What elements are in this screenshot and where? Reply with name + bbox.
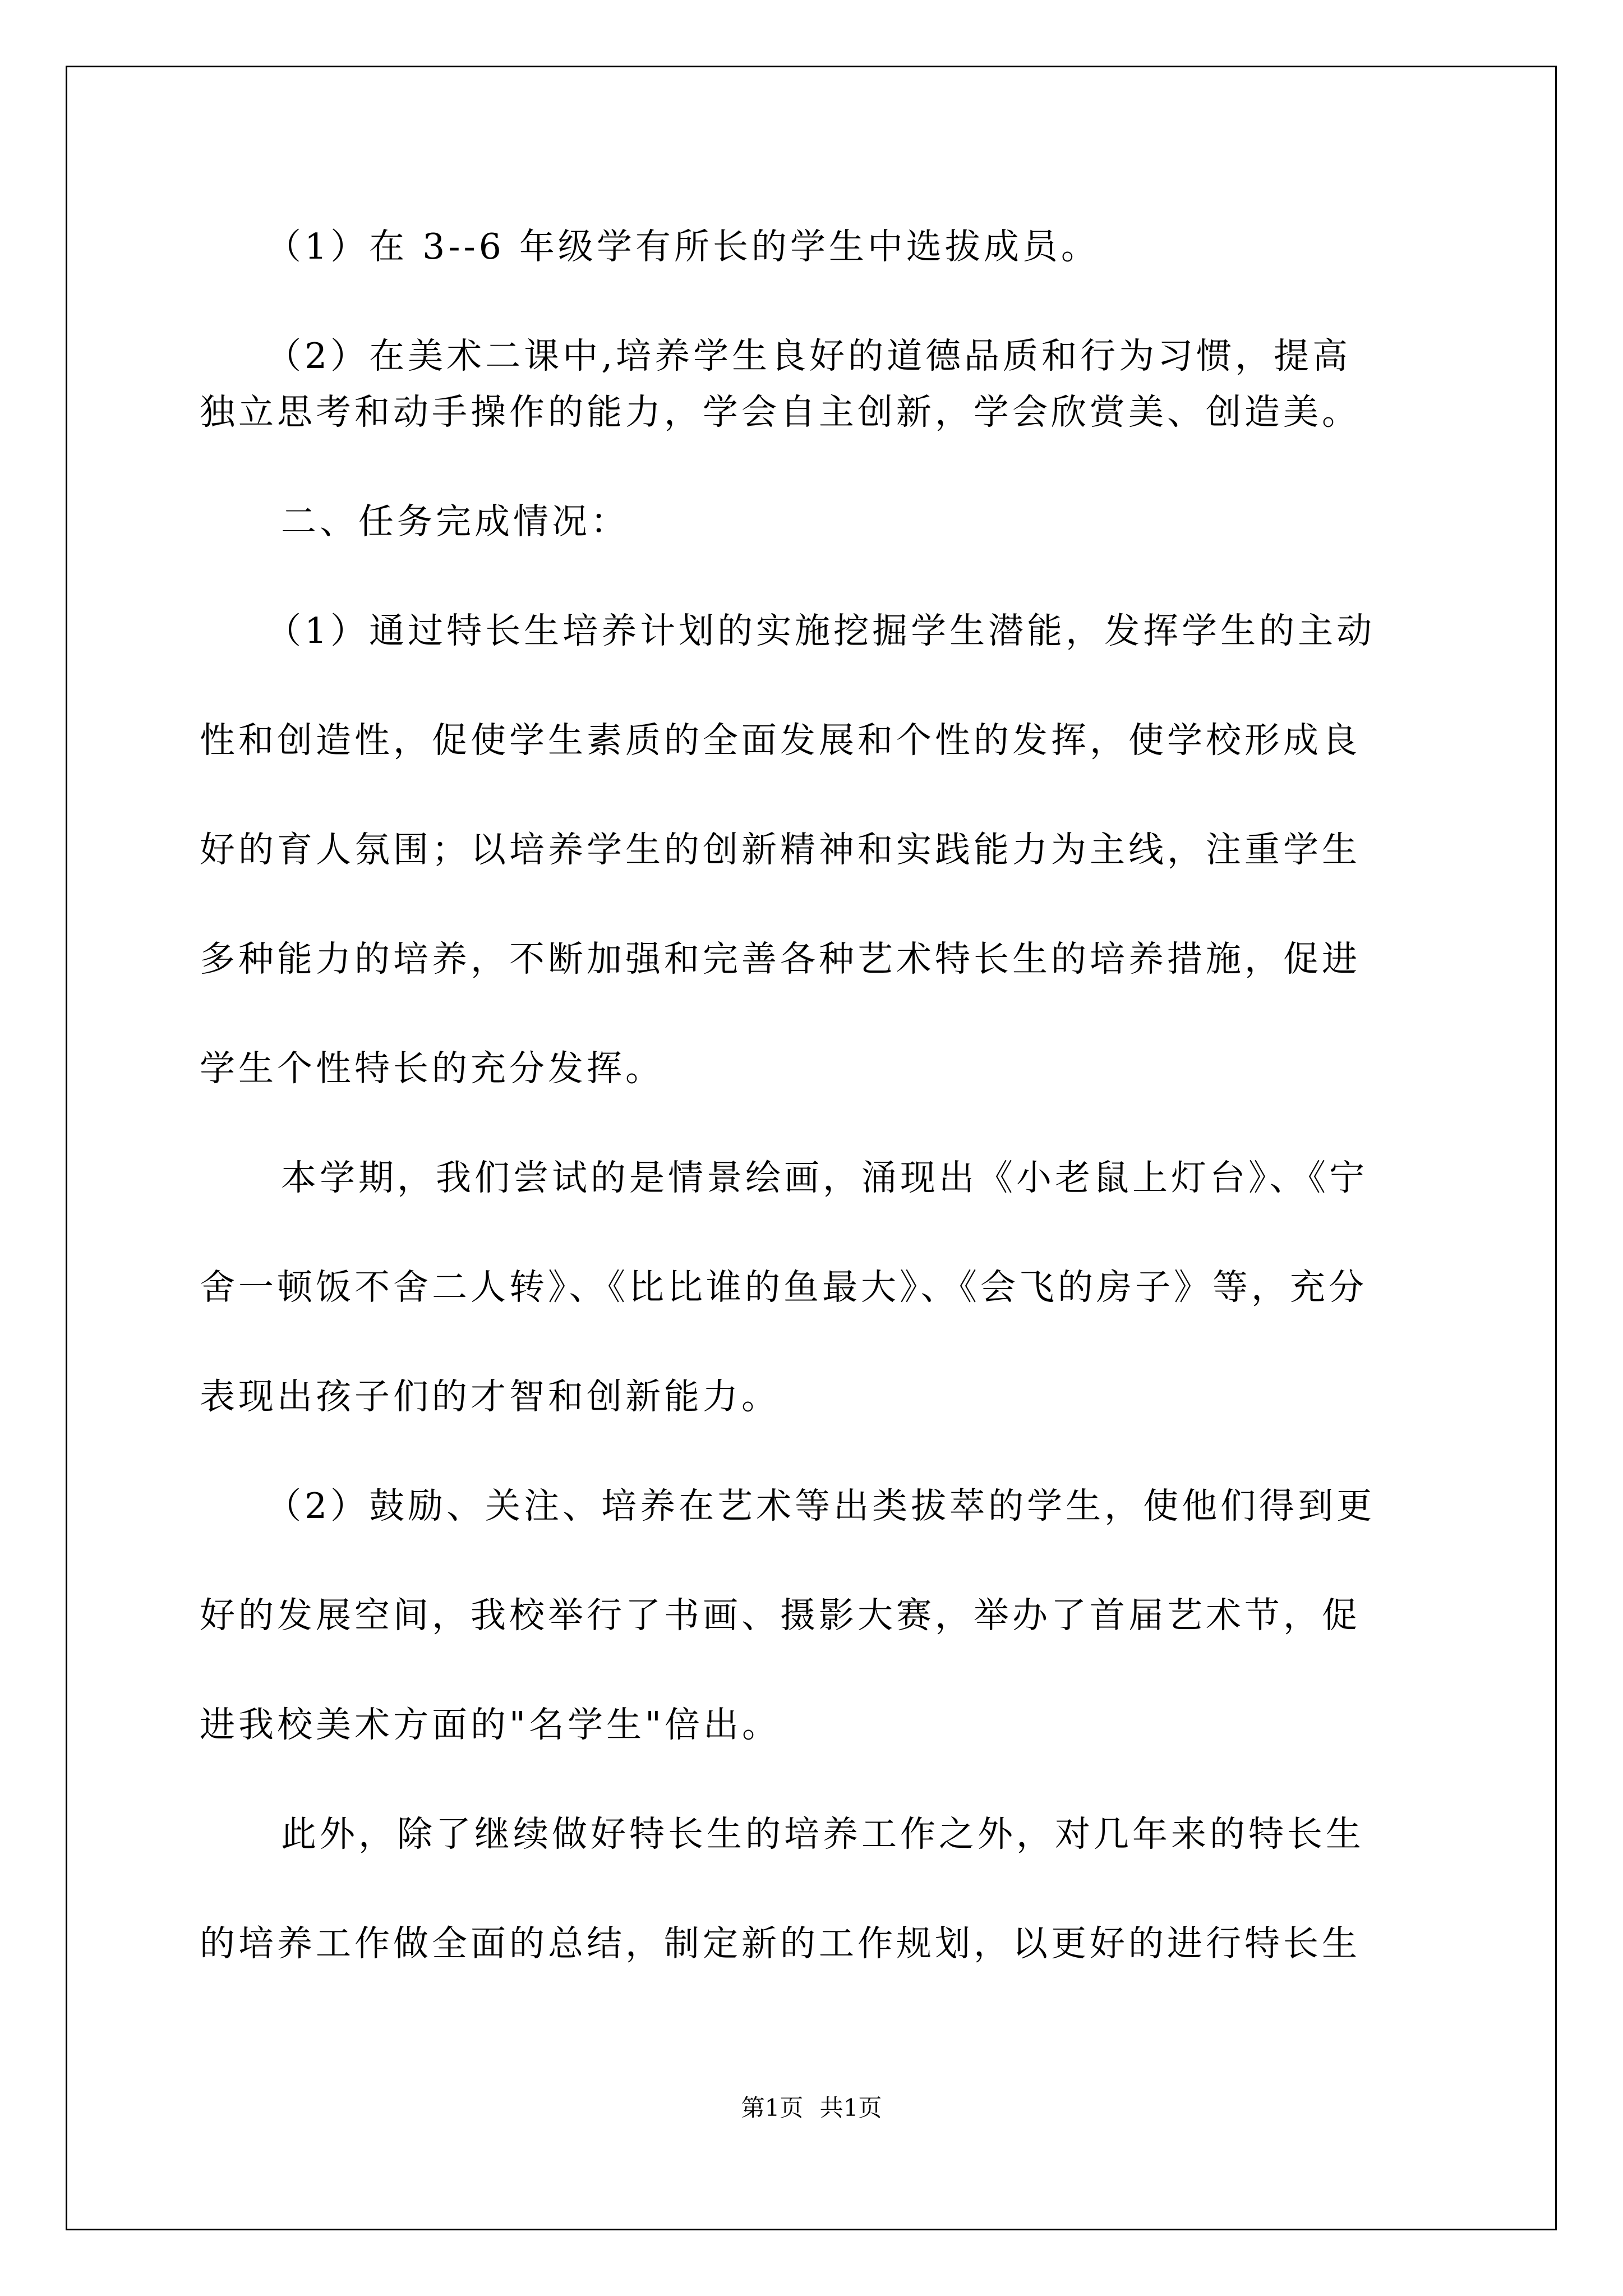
paragraph	[200, 1806, 1425, 1972]
text-line: 好的育人氛围；以培养学生的创新精神和实践能力为主线，注重学生	[200, 829, 1361, 870]
paragraph	[200, 219, 1425, 275]
text-line: 此外，除了继续做好特长生的培养工作之外，对几年来的特长生	[281, 1814, 1364, 1855]
text-line: 的培养工作做全面的总结，制定新的工作规划，以更好的进行特长生	[200, 1923, 1361, 1964]
page-number-total: 共1页	[819, 2094, 882, 2122]
page-number-current: 第1页	[741, 2094, 804, 2122]
text-line: 表现出孩子们的才智和创新能力。	[200, 1376, 780, 1417]
paragraph	[200, 1478, 1425, 1753]
document-body	[200, 219, 1425, 1972]
text-line: （2）鼓励、关注、培养在艺术等出类拔萃的学生，使他们得到更	[266, 1485, 1376, 1526]
text-line: 本学期，我们尝试的是情景绘画，涌现出《小老鼠上灯台》、《宁	[281, 1157, 1368, 1198]
page-footer	[0, 2091, 1623, 2125]
text-line: （2）在美术二课中,培养学生良好的道德品质和行为习惯，提高	[266, 335, 1352, 376]
paragraph	[200, 328, 1425, 440]
text-line: 独立思考和动手操作的能力，学会自主创新，学会欣赏美、创造美。	[200, 392, 1361, 432]
text-line: 多种能力的培养，不断加强和完善各种艺术特长生的培养措施，促进	[200, 938, 1361, 979]
text-line: 学生个性特长的充分发挥。	[200, 1048, 664, 1089]
text-line: 舍一顿饭不舍二人转》、《比比谁的鱼最大》、《会飞的房子》等，充分	[200, 1267, 1367, 1308]
paragraph	[200, 603, 1425, 1097]
text-line: 性和创造性，促使学生素质的全面发展和个性的发挥，使学校形成良	[200, 720, 1361, 761]
text-line: 进我校美术方面的"名学生"倍出。	[200, 1704, 781, 1745]
text-line: （1）在 3--6 年级学有所长的学生中选拔成员。	[266, 226, 1100, 267]
paragraph	[200, 1150, 1425, 1425]
paragraph	[200, 494, 1425, 550]
text-line: （1）通过特长生培养计划的实施挖掘学生潜能，发挥学生的主动	[266, 610, 1376, 651]
text-line: 好的发展空间，我校举行了书画、摄影大赛，举办了首届艺术节，促	[200, 1595, 1361, 1636]
section-heading: 二、任务完成情况：	[281, 501, 629, 542]
